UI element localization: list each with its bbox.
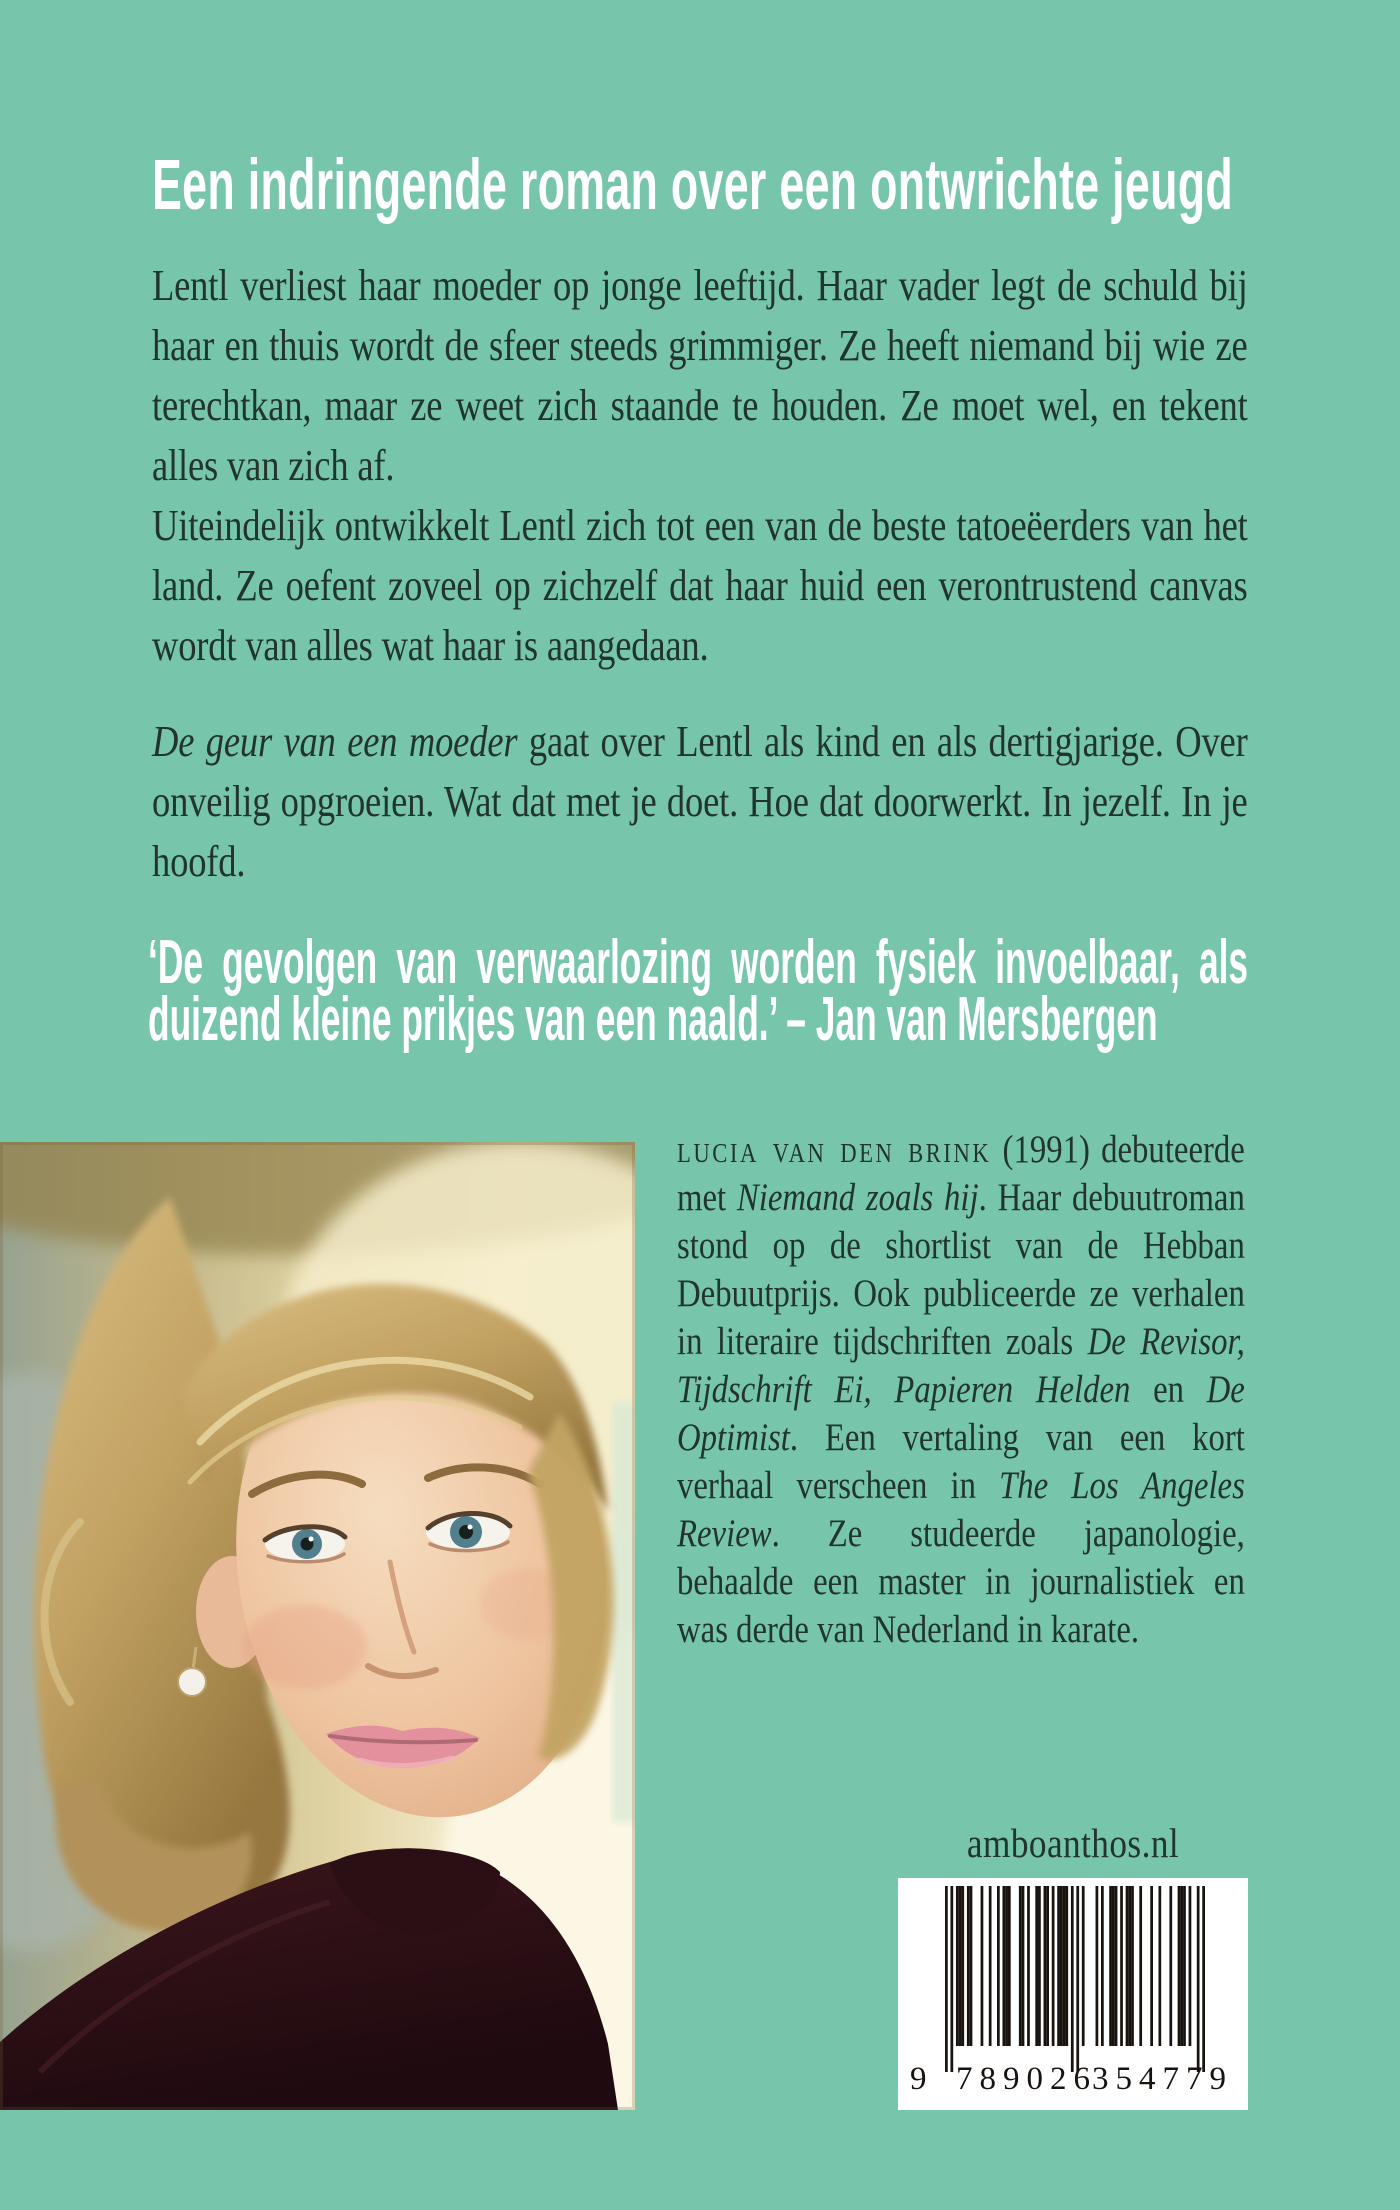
author-photo: [0, 1142, 635, 2110]
synopsis: [152, 256, 1248, 892]
synopsis-paragraph-1: Lentl verliest haar moeder op jonge leeftijd. Haar vader legt de schuld bij haar en thuis wordt de sfeer steeds grimmiger. Ze heeft niemand bij wie ze terechtkan, maar ze weet zich staande te houden. Ze moet wel, en tekent alles van zich af.: [152, 261, 1248, 490]
tagline: Een indringende roman over een ontwrichte jeugd: [152, 146, 1234, 225]
author-bio: lucia van den brink (1991) debuteerde met Niemand zoals hij. Haar debuutroman stond op de shortlist van de Hebban Debuutprijs. Ook publiceerde ze verhalen in literaire tijdschriften zoals De Revisor, Tijdschrift Ei, Papieren Helden en De Optimist. Een vertaling van een kort verhaal verscheen in The Los Angeles Review. Ze studeerde japanologie, behaalde een master in journalistiek en was derde van Nederland in karate.: [677, 1128, 1245, 1651]
synopsis-paragraph-2: Uiteindelijk ontwikkelt Lentl zich tot een van de beste tatoeëerders van het land. Ze oefent zoveel op zichzelf dat haar huid een verontrustend canvas wordt van alles wat haar is aangedaan.: [152, 501, 1248, 670]
isbn-barcode: [898, 1878, 1248, 2110]
barcode-digits: [898, 1878, 1248, 2110]
pearl-earring: [178, 1668, 206, 1696]
press-quote: ‘De gevolgen van verwaarlozing worden fysiek invoelbaar, als duizend kleine prikjes van een naald.’ – Jan van Mersbergen: [148, 928, 1249, 1054]
publisher-website: amboanthos.nl: [966, 1820, 1180, 1866]
barcode-digits-group2: 354779: [1092, 2061, 1233, 2097]
barcode-digit-leading: 9: [910, 2061, 927, 2097]
synopsis-paragraph-3: De geur van een moeder gaat over Lentl als kind en als dertigjarige. Over onveilig opgroeien. Wat dat met je doet. Hoe dat doorwerkt. In jezelf. In je hoofd.: [152, 717, 1248, 886]
barcode-digits-group1: 789026: [956, 2061, 1097, 2097]
